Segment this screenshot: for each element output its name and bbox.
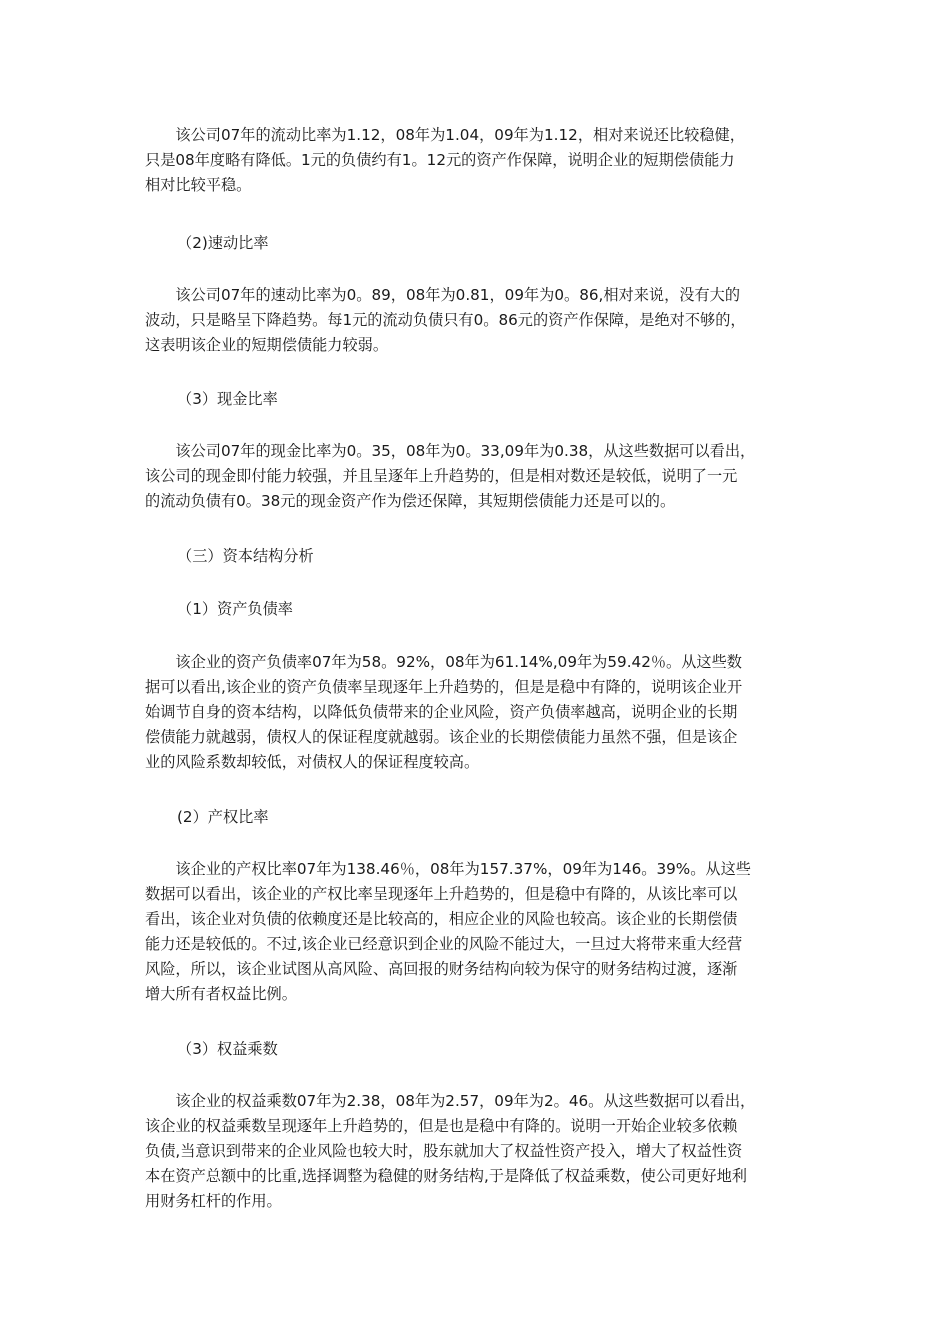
heading-quick-ratio: （2)速动比率 xyxy=(177,234,269,252)
heading-capital-structure: （三）资本结构分析 xyxy=(177,547,314,565)
heading-equity-multiplier: （3）权益乘数 xyxy=(177,1040,278,1058)
heading-cash-ratio: （3）现金比率 xyxy=(177,390,278,408)
paragraph-cash-ratio: 该公司07年的现金比率为0。35，08年为0。33,09年为0.38，从这些数据可以看出， 该公司的现金即付能力较强，并且呈逐年上升趋势的，但是相对数还是较低，说明了一元 的流动负债有0。38元的现金资产作为偿还保障，其短期偿债能力还是可以的。 xyxy=(145,442,756,510)
paragraph-current-ratio: 该公司07年的流动比率为1.12，08年为1.04，09年为1.12，相对来说还比较稳健， 只是08年度略有降低。1元的负债约有1。12元的资产作保障，说明企业的短期偿债能力 相对比较平稳。 xyxy=(145,126,745,194)
paragraph-equity-multiplier: 该企业的权益乘数07年为2.38，08年为2.57，09年为2。46。从这些数据可以看出， 该企业的权益乘数呈现逐年上升趋势的，但是也是稳中有降的。说明一开始企业较多依赖 负债,当意识到带来的企业风险也较大时，股东就加大了权益性资产投入，增大了权益性资 本在资产总额中的比重,选择调整为稳健的财务结构,于是降低了权益乘数，使公司更好地利 用财务杠杆的作用。 xyxy=(145,1092,756,1210)
heading-equity-ratio: (2）产权比率 xyxy=(177,808,269,826)
paragraph-equity-ratio: 该企业的产权比率07年为138.46％，08年为157.37%，09年为146。39%。从这些 数据可以看出，该企业的产权比率呈现逐年上升趋势的，但是稳中有降的，从该比率可以 看出，该企业对负债的依赖度还是比较高的，相应企业的风险也较高。该企业的长期偿债 能力还是较低的。不过,该企业已经意识到企业的风险不能过大，一旦过大将带来重大经营 风险，所以，该企业试图从高风险、高回报的财务结构向较为保守的财务结构过渡，逐渐 增大所有者权益比例。 xyxy=(145,860,751,1003)
paragraph-quick-ratio: 该公司07年的速动比率为0。89，08年为0.81，09年为0。86,相对来说，没有大的 波动，只是略呈下降趋势。每1元的流动负债只有0。86元的资产作保障，是绝对不够的， 这表明该企业的短期偿债能力较弱。 xyxy=(145,286,746,354)
paragraph-debt-ratio: 该企业的资产负债率07年为58。92%，08年为61.14%,09年为59.42％。从这些数 据可以看出,该企业的资产负债率呈现逐年上升趋势的，但是是稳中有降的，说明该企业开 始调节自身的资本结构，以降低负债带来的企业风险，资产负债率越高，说明企业的长期 偿债能力就越弱，债权人的保证程度就越弱。该企业的长期偿债能力虽然不强，但是该企 业的风险系数却较低，对债权人的保证程度较高。 xyxy=(145,653,743,771)
heading-debt-ratio: （1）资产负债率 xyxy=(177,600,293,618)
